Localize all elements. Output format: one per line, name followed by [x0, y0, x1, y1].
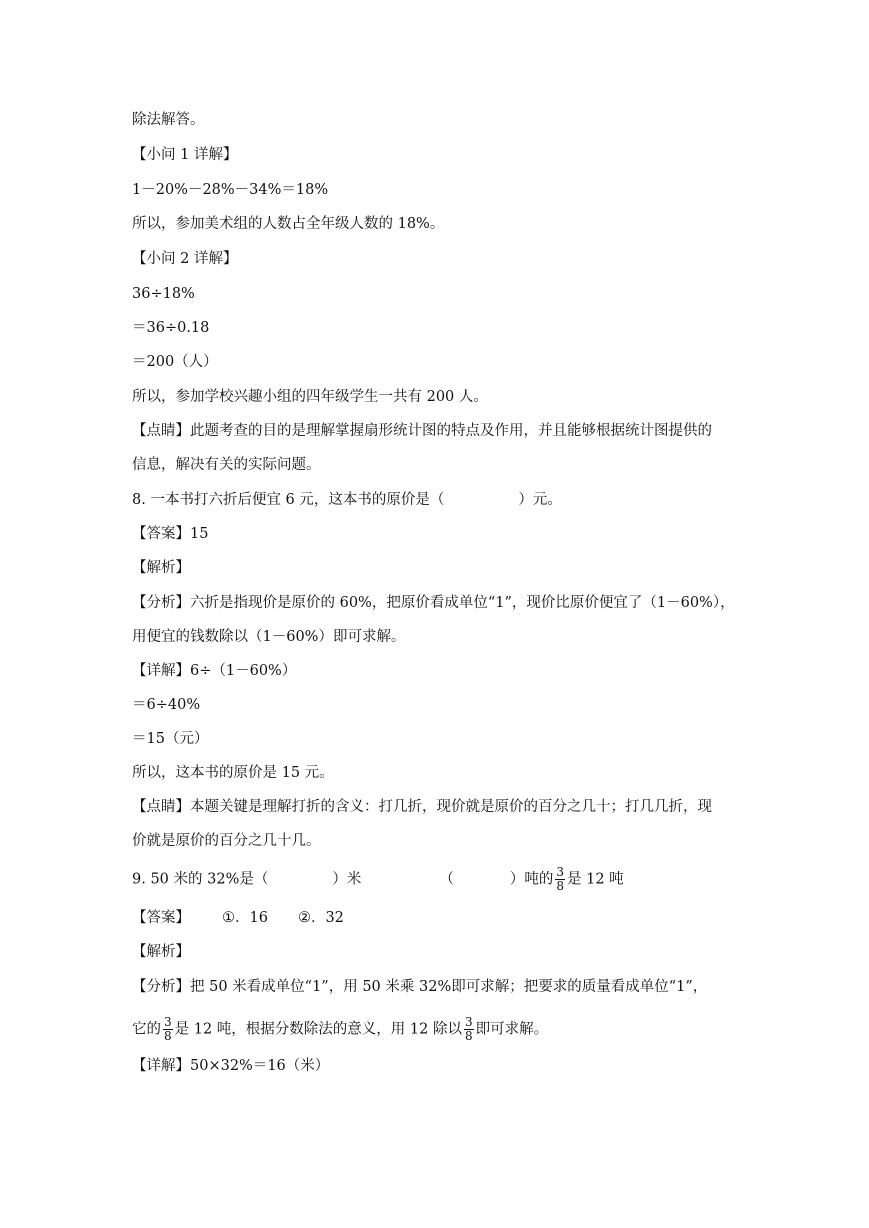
- text-line: 所以，参加学校兴趣小组的四年级学生一共有 200 人。: [132, 389, 488, 405]
- question-8: [132, 490, 829, 510]
- fraction: $\frac{3}{8}$: [164, 1015, 172, 1043]
- answer-value: ①．16: [222, 910, 268, 926]
- text-line: 用便宜的钱数除以（1－60%）即可求解。: [132, 629, 406, 645]
- question-text: 9. 50 米的 32%是（: [132, 871, 269, 888]
- equation-line: ＝15（元）: [132, 731, 209, 747]
- text-line: 信息，解决有关的实际问题。: [132, 457, 321, 473]
- equation-line: ＝6÷40%: [132, 697, 201, 713]
- question-text: （: [439, 871, 454, 888]
- equation-line: 【详解】50×32%＝16（米）: [132, 1058, 330, 1074]
- text-line: 【分析】六折是指现价是原价的 60%，把原价看成单位“1”，现价比原价便宜了（1－60%），: [132, 595, 735, 611]
- question-text: ）吨的: [509, 871, 554, 888]
- text-line: 除法解答。: [132, 112, 205, 128]
- text-line: 所以，这本书的原价是 15 元。: [132, 765, 334, 781]
- question-text: ）元。: [518, 492, 562, 508]
- section-heading: 【解析】: [132, 944, 190, 960]
- text-line: 价就是原价的百分之几十几。: [132, 833, 321, 849]
- answer-label: 【答案】: [132, 910, 190, 926]
- question-text: 8. 一本书打六折后便宜 6 元，这本书的原价是（: [132, 492, 445, 508]
- section-heading: 【小问 1 详解】: [132, 147, 238, 163]
- text-line: 它的 $\frac{3}{8}$ 是 12 吨，根据分数除法的意义，用 12 除以 $\frac{3}{8}$ 即可求解。: [132, 1015, 549, 1043]
- text-line: 【分析】把 50 米看成单位“1”，用 50 米乘 32%即可求解；把要求的质量看成单位“1”，: [132, 979, 708, 995]
- text-line: 【点睛】此题考查的目的是理解掌握扇形统计图的特点及作用，并且能够根据统计图提供的: [132, 423, 712, 439]
- answer-line: 【答案】15: [132, 526, 209, 542]
- fraction: $\frac{3}{8}$: [464, 1015, 473, 1043]
- equation-line: 36÷18%: [132, 286, 195, 302]
- equation-line: 1－20%－28%－34%＝18%: [132, 182, 329, 198]
- text-line: 所以，参加美术组的人数占全年级人数的 18%。: [132, 216, 445, 232]
- question-text: 是 12 吨: [566, 871, 624, 888]
- equation-line: ＝36÷0.18: [132, 320, 210, 336]
- fraction: $\frac{3}{8}$: [556, 865, 564, 893]
- equation-line: 【详解】6÷（1－60%）: [132, 663, 297, 679]
- text-line: 【点睛】本题关键是理解打折的含义：打几折，现价就是原价的百分之几十；打几几折，现: [132, 799, 712, 815]
- answer-value: ②．32: [297, 910, 344, 926]
- answer-line: [132, 908, 829, 928]
- equation-line: ＝200（人）: [132, 354, 218, 370]
- section-heading: 【解析】: [132, 560, 190, 576]
- question-text: ）米: [332, 871, 362, 888]
- section-heading: 【小问 2 详解】: [132, 251, 238, 267]
- question-9: [132, 866, 829, 893]
